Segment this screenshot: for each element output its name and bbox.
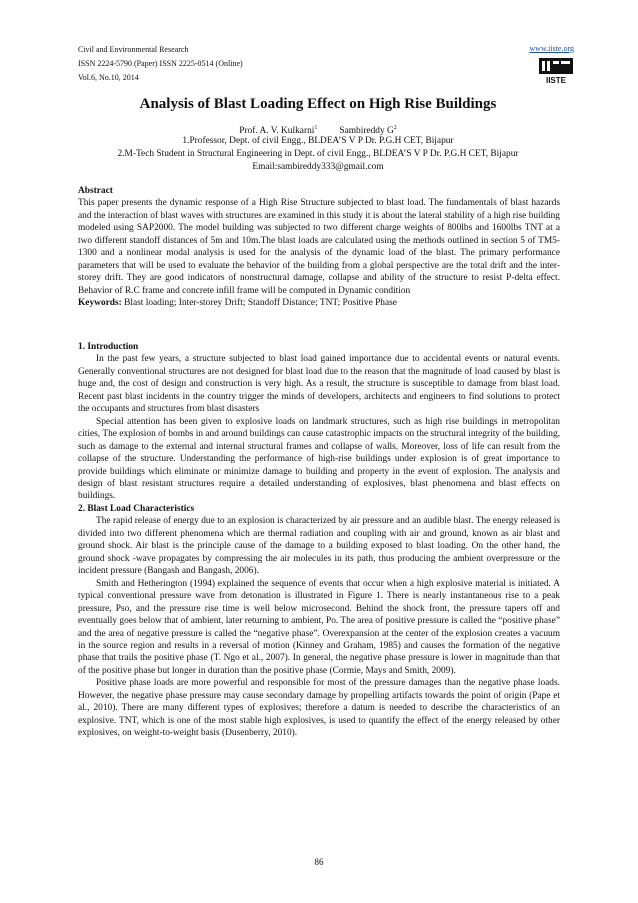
abstract-block bbox=[78, 185, 560, 310]
journal-name: Civil and Environmental Research bbox=[78, 45, 189, 54]
section-2-heading: 2. Blast Load Characteristics bbox=[78, 504, 195, 514]
author-2: Sambireddy G bbox=[339, 126, 394, 137]
paper-title: Analysis of Blast Loading Effect on High Rise Buildings bbox=[139, 96, 497, 112]
abstract-heading: Abstract bbox=[78, 186, 113, 196]
journal-url-link[interactable]: www.iiste.org bbox=[529, 44, 574, 53]
section-1-heading: 1. Introduction bbox=[78, 342, 139, 352]
author-1: Prof. A. V. Kulkarni bbox=[239, 126, 315, 137]
author-email: Email:sambireddy333@gmail.com bbox=[252, 162, 384, 172]
keywords-line bbox=[78, 297, 560, 309]
section-introduction bbox=[78, 341, 560, 503]
section-2-paragraph-3: Positive phase loads are more powerful and responsible for most of the pressure damages than the negative phase loads. However, the negative phase pressure may cause secondary damage by propelling artifacts towards the point of origin (Pape et al., 2010). There are many different types of explosives; therefore a datum is needed to describe the characteristics of an explosive. TNT, which is one of the most stable high explosives, is used to quantify the effect of the energy released by other explosives, on weight-to-weight basis (Dusenberry, 2010). bbox=[78, 678, 560, 739]
section-2-paragraph-1: The rapid release of energy due to an explosion is characterized by air pressure and an audible blast. The energy released is divided into two different phenomena which are thermal radiation and coupling with air and ground, known as air blast and ground shock. Air blast is the principle cause of the damage to a building exposed to blast loading. On the other hand, the ground shock -wave propagates by compressing the air molecules in its path, thus producing the ambient overpressure or the incident pressure (Bangash and Bangash, 2006). bbox=[78, 516, 560, 577]
page-number: 86 bbox=[314, 857, 324, 867]
keywords-text: Blast loading; Inter-storey Drift; Standoff Distance; TNT; Positive Phase bbox=[121, 298, 397, 309]
affiliation-1: 1.Professor, Dept. of civil Engg., BLDEA’S V P Dr. P.G.H CET, Bijapur bbox=[182, 136, 454, 146]
abstract-text: This paper presents the dynamic response of a High Rise Structure subjected to blast load. The fundamentals of blast hazards and the interaction of blast waves with structures are examined in this study it is about the lateral stability of a high rise building modeled using SAP2000. The model building was subjected to two different charge weights of 800lbs and 1600lbs TNT at a two different standoff distances of 5m and 10m.The blast loads are calculated using the methods outlined in section 5 of TM5-1300 and a nonlinear modal analysis is used for the analysis of the dynamic load of the blast. The primary performance parameters that will be used to evaluate the behavior of the building from a global perspective are the total drift and the inter-storey drift. They are good indicators of nonstructural damage, collapse and ability of the structure to resist P-delta effect. Behavior of R.C frame and concrete infill frame will be computed in Dynamic condition bbox=[78, 198, 560, 296]
issn-line: ISSN 2224-5790 (Paper) ISSN 2225-0514 (Online) bbox=[78, 59, 243, 68]
section-1-paragraph-1: In the past few years, a structure subjected to blast load gained importance due to accidental events or natural events. Generally conventional structures are not designed for blast load due to the reason that the magnitude of load caused by blast is huge and, the cost of design and construction is very high. As a result, the structure is susceptible to damage from blast load. Recent past blast incidents in the country trigger the minds of developers, architects and engineers to find solutions to protect the occupants and structures from blast disasters bbox=[78, 354, 560, 415]
section-blast-load bbox=[78, 503, 560, 740]
iiste-logo bbox=[538, 56, 574, 86]
volume-line: Vol.6, No.10, 2014 bbox=[78, 73, 139, 82]
author-1-sup: 1 bbox=[314, 125, 318, 131]
author-2-sup: 2 bbox=[393, 125, 397, 131]
section-2-paragraph-2: Smith and Hetherington (1994) explained the sequence of events that occur when a high explosive material is initiated. A typical conventional pressure wave from detonation is illustrated in Figure 1. There is nearly instantaneous rise to a peak pressure, Pso, and the pressure rise time is well below microsecond. Behind the shock front, the pressure tapers off and eventually goes below that of ambient, later returning to ambient, Po. The area of positive pressure is called the “positive phase” and the area of negative pressure is called the “negative phase”. Overexpansion at the center of the explosion creates a vacuum in the source region and results in a reversal of motion (Kinney and Graham, 1985) and causes the formation of the negative phase that trails the positive phase (T. Ngo et al., 2007). In general, the negative phase pressure is lower in magnitude than that of the positive phase but longer in duration than the positive phase (Cormie, Mays and Smith, 2009). bbox=[78, 578, 560, 676]
affiliation-2: 2.M-Tech Student in Structural Engineering in Dept. of civil Engg., BLDEA’S V P Dr. P.G.H CET, Bijapur bbox=[117, 149, 519, 159]
section-1-paragraph-2: Special attention has been given to explosive loads on landmark structures, such as high rise buildings in metropolitan cities, The explosion of bombs in and around buildings can cause catastrophic impacts on the structural integrity of the building, such as damage to the external and internal structural frames and collapse of walls. Moreover, loss of life can result from the collapse of the structure. Understanding the performance of high-rise buildings under explosion is of great importance to provide buildings which eliminate or minimize damage to building and property in the event of explosion. The analysis and design of blast resistant structures require a detailed understanding of explosives, blast phenomena and blast effects on buildings. bbox=[78, 416, 560, 502]
keywords-label: Keywords: bbox=[78, 298, 122, 309]
logo-text: IISTE bbox=[545, 76, 567, 85]
